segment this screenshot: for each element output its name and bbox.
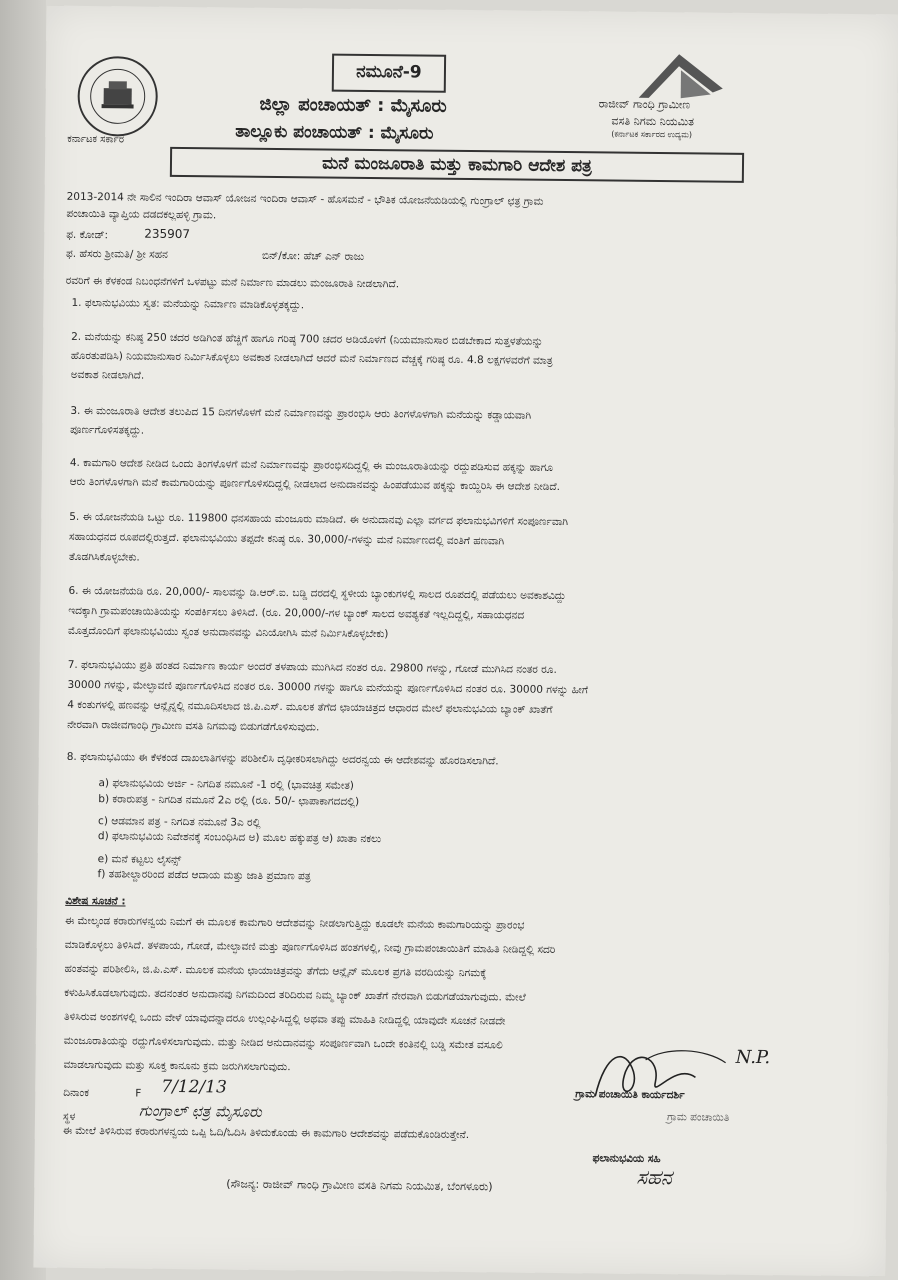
form-number: ನಮೂನೆ-9 <box>332 54 446 93</box>
condition-7-line: 4 ಕಂತುಗಳಲ್ಲಿ ಹಣವನ್ನು ಆನ್ಲೈನ್ನಲ್ಲಿ ನಮೂದಿಸಲಾದ ಜಿ.ಪಿ.ಎಸ್. ಮೂಲಕ ತೆಗೆದ ಛಾಯಾಚಿತ್ರದ ಆಧಾರದ ಮೇಲೆ ಫಲಾನುಭವಿಯ ಬ್ಯಾಂಕ್ ಖಾತೆಗೆ <box>67 698 553 716</box>
intro-line-2: ಪಂಚಾಯಿತಿ ವ್ಯಾಪ್ತಿಯ ದಡದಕಲ್ಲಹಳ್ಳಿ ಗ್ರಾಮ. <box>66 207 217 222</box>
sanction-statement: ರವರಿಗೆ ಈ ಕೆಳಕಂಡ ನಿಬಂಧನೆಗಳಿಗೆ ಒಳಪಟ್ಟು ಮನೆ ನಿರ್ಮಾಣ ಮಾಡಲು ಮಂಜೂರಾತಿ ನೀಡಲಾಗಿದೆ. <box>65 274 400 291</box>
special-note-line: ಮಂಜೂರಾತಿಯನ್ನು ರದ್ದುಗೊಳಿಸಲಾಗುವುದು. ಮತ್ತು ನೀಡಿದ ಅನುದಾನವನ್ನು ಸಂಪೂರ್ಣವಾಗಿ ಒಂದೇ ಕಂತಿನಲ್ಲಿ ಬಡ್ಡಿ ಸಮೇತ ವಸೂಲಿ <box>63 1034 503 1052</box>
document-list-item: c) ಆಡಮಾನ ಪತ್ರ - ನಿಗದಿತ ನಮೂನೆ 3ಎ ರಲ್ಲಿ <box>98 815 261 829</box>
place-label: ಸ್ಥಳ <box>62 1110 76 1123</box>
condition-6-line: ಇದಕ್ಕಾಗಿ ಗ್ರಾಮಪಂಚಾಯಿತಿಯನ್ನು ಸಂಪರ್ಕಿಸಲು ತಿಳಿಸಿದೆ. (ರೂ. 20,000/-ಗಳ ಬ್ಯಾಂಕ್ ಸಾಲದ ಅವಶ್ಯಕತೆ ಇಲ್ಲದಿದ್ದಲ್ಲಿ, ಸಹಾಯಧನದ <box>68 604 525 622</box>
corporation-name-line3: (ಕರ್ನಾಟಕ ಸರ್ಕಾರದ ಉದ್ಯಮ) <box>611 129 693 140</box>
condition-5-line: 5. ಈ ಯೋಜನೆಯಡಿ ಒಟ್ಟು ರೂ. 119800 ಧನಸಹಾಯ ಮಂಜೂರು ಮಾಡಿದೆ. ಈ ಅನುದಾನವು ಎಲ್ಲಾ ವರ್ಗದ ಫಲಾನುಭವಿಗಳಿಗೆ ಸಂಪೂರ್ಣವಾಗಿ <box>69 510 569 529</box>
corporation-name-line1: ರಾಜೀವ್ ಗಾಂಧಿ ಗ್ರಾಮೀಣ <box>598 97 691 112</box>
condition-5-line: ತೊಡಗಿಸಿಕೊಳ್ಳಬೇಕು. <box>68 550 140 564</box>
document-list-item: a) ಫಲಾನುಭವಿಯ ಅರ್ಜಿ - ನಿಗದಿತ ನಮೂನೆ -1 ರಲ್ಲಿ (ಭಾವಚಿತ್ರ ಸಮೇತ) <box>98 777 354 792</box>
condition-2-line: 2. ಮನೆಯನ್ನು ಕನಿಷ್ಠ 250 ಚದರ ಅಡಿಗಿಂತ ಹೆಚ್ಚಿಗೆ ಹಾಗೂ ಗರಿಷ್ಠ 700 ಚದರ ಅಡಿಯೊಳಗೆ (ನಿಯಮಾನುಸಾರ ಬಿಡಬೇಕಾದ ಸುತ್ತಳತೆಯನ್ನು <box>71 330 544 348</box>
condition-1: 1. ಫಲಾನುಭವಿಯು ಸ್ವತ: ಮನೆಯನ್ನು ನಿರ್ಮಾಣ ಮಾಡಿಕೊಳ್ಳತಕ್ಕದ್ದು. <box>71 296 305 312</box>
beneficiary-code-label: ಫ. ಕೋಡ್: <box>66 228 109 242</box>
special-note-line: ಮಾಡಿಕೊಳ್ಳಲು ತಿಳಿಸಿದೆ. ತಳಪಾಯ, ಗೋಡೆ, ಮೇಲ್ಛಾವಣಿ ಮತ್ತು ಪೂರ್ಣಗೊಳಿಸಿದ ಹಂತಗಳಲ್ಲಿ, ನೀವು ಗ್ರಾಮಪಂಚಾಯಿತಿಗೆ ಮಾಹಿತಿ ನೀಡಿದ್ದಲ್ಲಿ ಸದರಿ <box>64 938 556 956</box>
condition-3-line: 3. ಈ ಮಂಜೂರಾತಿ ಆದೇಶ ತಲುಪಿದ 15 ದಿನಗಳೊಳಗೆ ಮನೆ ನಿರ್ಮಾಣವನ್ನು ಪ್ರಾರಂಭಿಸಿ ಆರು ತಿಂಗಳೊಳಗಾಗಿ ಮನೆಯನ್ನು ಕಡ್ಡಾಯವಾಗಿ <box>70 404 532 422</box>
date-label: ದಿನಾಂಕ <box>63 1086 90 1100</box>
special-note-line: ಮಾಡಲಾಗುವುದು ಮತ್ತು ಸೂಕ್ತ ಕಾನೂನು ಕ್ರಮ ಜರುಗಿಸಲಾಗುವುದು. <box>63 1058 291 1074</box>
document-title: ಮನೆ ಮಂಜೂರಾತಿ ಮತ್ತು ಕಾಮಗಾರಿ ಆದೇಶ ಪತ್ರ <box>170 147 744 183</box>
condition-7-line: 7. ಫಲಾನುಭವಿಯು ಪ್ರತಿ ಹಂತದ ನಿರ್ಮಾಣ ಕಾರ್ಯ ಅಂದರೆ ತಳಪಾಯ ಮುಗಿಸಿದ ನಂತರ ರೂ. 29800 ಗಳನ್ನು, ಗೋಡೆ ಮುಗಿಸಿದ ನಂತರ ರೂ. <box>67 658 557 676</box>
special-note-line: ಕಳುಹಿಸಿಕೊಡಲಾಗುವುದು. ತದನಂತರ ಅನುದಾನವು ನಿಗಮದಿಂದ ತರಿದಿರುವ ನಿಮ್ಮ ಬ್ಯಾಂಕ್ ಖಾತೆಗೆ ನೇರವಾಗಿ ಬಿಡುಗಡೆಯಾಗುವುದು. ಮೇಲೆ <box>64 986 526 1004</box>
beneficiary-signature-label: ಫಲಾನುಭವಿಯ ಸಹಿ <box>592 1152 661 1166</box>
condition-3-line: ಪೂರ್ಣಗೊಳಿಸತಕ್ಕದ್ದು. <box>70 423 145 437</box>
condition-2-line: ಹೊರತುಪಡಿಸಿ) ನಿಯಮಾನುಸಾರ ನಿರ್ಮಿಸಿಕೊಳ್ಳಲು ಅವಕಾಶ ನೀಡಲಾಗಿದೆ ಆದರೆ ಮನೆ ನಿರ್ಮಾಣದ ವೆಚ್ಚಕ್ಕೆ ಗರಿಷ್ಠ ರೂ. 4.8 ಲಕ್ಷಗಳವರೆಗೆ ಮಾತ್ರ <box>70 349 553 367</box>
handwritten-initials: N.P. <box>735 1046 771 1069</box>
condition-4-line: ಆರು ತಿಂಗಳೊಳಗಾಗಿ ಮನೆ ಕಾಮಗಾರಿಯನ್ನು ಪೂರ್ಣಗೊಳಿಸದಿದ್ದಲ್ಲಿ ನೀಡಲಾದ ಅನುದಾನವನ್ನು ಹಿಂಪಡೆಯುವ ಹಕ್ಕನ್ನು ಕಾಯ್ದಿರಿಸಿ ಈ ಆದೇಶ ನೀಡಿದೆ. <box>69 475 561 493</box>
condition-5-line: ಸಹಾಯಧನದ ರೂಪದಲ್ಲಿರುತ್ತದೆ. ಫಲಾನುಭವಿಯು ತಪ್ಪದೇ ಕನಿಷ್ಠ ರೂ. 30,000/-ಗಳನ್ನು ಮನೆ ನಿರ್ಮಾಣದಲ್ಲಿ ವಂತಿಗೆ ಹಣವಾಗಿ <box>69 530 505 548</box>
handwritten-place: ಗುಂಗ್ರಾಲ್ ಛತ್ರ ಮೈಸೂರು <box>138 1101 262 1121</box>
condition-7-line: ನೇರವಾಗಿ ರಾಜೀವಗಾಂಧಿ ಗ್ರಾಮೀಣ ವಸತಿ ನಿಗಮವು ಬಿಡುಗಡೆಗೊಳಿಸುವುದು. <box>67 718 320 734</box>
condition-2-line: ಅವಕಾಶ ನೀಡಲಾಗಿದೆ. <box>70 368 145 382</box>
condition-6-line: ಮೊತ್ತದೊಂದಿಗೆ ಫಲಾನುಭವಿಯು ಸ್ವಂತ ಅನುದಾನವನ್ನು ವಿನಿಯೋಗಿಸಿ ಮನೆ ನಿರ್ಮಿಸಿಕೊಳ್ಳಬೇಕು) <box>68 624 389 641</box>
handwritten-date: 7/12/13 <box>161 1076 227 1098</box>
document-list-item: e) ಮನೆ ಕಟ್ಟಲು ಲೈಸನ್ಸ್ <box>97 853 182 867</box>
condition-7-line: 30000 ಗಳನ್ನು, ಮೇಲ್ಛಾವಣಿ ಪೂರ್ಣಗೊಳಿಸಿದ ನಂತರ ರೂ. 30000 ಗಳನ್ನು ಹಾಗೂ ಮನೆಯನ್ನು ಪೂರ್ಣಗೊಳಿಸಿದ ನಂತರ ರೂ. 30000 ಗಳನ್ನು ಹೀಗೆ <box>67 678 589 697</box>
acknowledgement-line: ಈ ಮೇಲೆ ತಿಳಿಸಿರುವ ಕರಾರುಗಳನ್ವಯ ಒಪ್ಪಿ ಓದಿ/ಓದಿಸಿ ತಿಳಿದುಕೊಂಡು ಈ ಕಾಮಗಾರಿ ಆದೇಶವನ್ನು ಪಡೆದುಕೊಂಡಿರುತ್ತೇನೆ. <box>62 1124 470 1142</box>
beneficiary-name: ಫ. ಹೆಸರು ಶ್ರೀಮತಿ/ ಶ್ರೀ ಸಹನ <box>65 247 168 261</box>
beneficiary-father-name: ಬಿನ್/ಕೋ: ಹೆಚ್ ಎನ್ ರಾಜು <box>261 249 365 263</box>
government-caption: ಕರ್ನಾಟಕ ಸರ್ಕಾರ <box>67 133 125 146</box>
document-sheet <box>33 6 898 1277</box>
date-marker: F <box>135 1087 142 1100</box>
courtesy-line: (ಸೌಜನ್ಯ: ರಾಜೀವ್ ಗಾಂಧಿ ಗ್ರಾಮೀಣ ವಸತಿ ನಿಗಮ ನಿಯಮಿತ, ಬೆಂಗಳೂರು) <box>226 1177 493 1194</box>
condition-6-line: 6. ಈ ಯೋಜನೆಯಡಿ ರೂ. 20,000/- ಸಾಲವನ್ನು ಡಿ.ಆರ್.ಐ. ಬಡ್ಡಿ ದರದಲ್ಲಿ ಸ್ಥಳೀಯ ಬ್ಯಾಂಕುಗಳಲ್ಲಿ ಸಾಲದ ರೂಪದಲ್ಲಿ ಪಡೆಯಲು ಅವಕಾಶವಿದ್ದು <box>68 584 566 603</box>
corporation-name-line2: ವಸತಿ ನಿಗಮ ನಿಯಮಿತ <box>611 114 695 129</box>
document-list-item: f) ತಹಶೀಲ್ದಾರರಿಂದ ಪಡೆದ ಆದಾಯ ಮತ್ತು ಜಾತಿ ಪ್ರಮಾಣ ಪತ್ರ <box>97 868 311 883</box>
beneficiary-signature: ಸಹನ <box>636 1164 673 1190</box>
condition-8: 8. ಫಲಾನುಭವಿಯು ಈ ಕೆಳಕಂಡ ದಾಖಲಾತಿಗಳನ್ನು ಪರಿಶೀಲಿಸಿ ದೃಢೀಕರಿಸಲಾಗಿದ್ದು ಅದರನ್ವಯ ಈ ಆದೇಶವನ್ನು ಹೊರಡಿಸಲಾಗಿದೆ. <box>66 750 499 768</box>
zilla-panchayat-heading: ಜಿಲ್ಲಾ ಪಂಚಾಯತ್ : ಮೈಸೂರು <box>259 93 447 117</box>
special-note-heading: ವಿಶೇಷ ಸೂಚನೆ : <box>65 894 126 908</box>
gram-panchayat-stamp: ಗ್ರಾಮ ಪಂಚಾಯಿತಿ <box>666 1111 730 1124</box>
special-note-line: ಹಂತವನ್ನು ಪರಿಶೀಲಿಸಿ, ಜಿ.ಪಿ.ಎಸ್. ಮೂಲಕ ಮನೆಯ ಛಾಯಾಚಿತ್ರವನ್ನು ತೆಗೆದು ಆನ್ಲೈನ್ ಮೂಲಕ ಪ್ರಗತಿ ವರದಿಯನ್ನು ನಿಗಮಕ್ಕೆ <box>64 962 487 980</box>
house-logo-icon <box>619 46 740 103</box>
special-note-line: ಈ ಮೇಲ್ಕಂಡ ಕರಾರುಗಳನ್ವಯ ನಿಮಗೆ ಈ ಮೂಲಕ ಕಾಮಗಾರಿ ಆದೇಶವನ್ನು ನೀಡಲಾಗುತ್ತಿದ್ದು ಕೂಡಲೇ ಮನೆಯ ಕಾಮಗಾರಿಯನ್ನು ಪ್ರಾರಂಭ <box>64 914 525 932</box>
intro-line-1: 2013-2014 ನೇ ಸಾಲಿನ ಇಂದಿರಾ ಆವಾಸ್ ಯೋಜನ ಇಂದಿರಾ ಆವಾಸ್ - ಹೊಸಮನೆ - ಭೌತಿಕ ಯೋಜನೆಯಡಿಯಲ್ಲಿ ಗುಂಗ್ರಾಲ್ ಛತ್ರ ಗ್ರಾಮ <box>66 190 544 208</box>
beneficiary-code-value: 235907 <box>144 226 191 242</box>
condition-4-line: 4. ಕಾಮಗಾರಿ ಆದೇಶ ನೀಡಿದ ಒಂದು ತಿಂಗಳೊಳಗೆ ಮನೆ ನಿರ್ಮಾಣವನ್ನು ಪ್ರಾರಂಭಿಸದಿದ್ದಲ್ಲಿ ಈ ಮಂಜೂರಾತಿಯನ್ನು ರದ್ದುಪಡಿಸುವ ಹಕ್ಕನ್ನು ಹಾಗೂ <box>69 456 554 474</box>
special-note-line: ತಿಳಿಸಿರುವ ಅಂಶಗಳಲ್ಲಿ ಒಂದು ವೇಳೆ ಯಾವುದನ್ನಾದರೂ ಉಲ್ಲಂಘಿಸಿದ್ದಲ್ಲಿ ಅಥವಾ ತಪ್ಪು ಮಾಹಿತಿ ನೀಡಿದ್ದಲ್ಲಿ ಯಾವುದೇ ಸೂಚನೆ ನೀಡದೇ <box>63 1010 506 1028</box>
secretary-designation: ಗ್ರಾಮ ಪಂಚಾಯಿತಿ ಕಾರ್ಯದರ್ಶಿ <box>575 1088 685 1102</box>
document-list-item: b) ಕರಾರುಪತ್ರ - ನಿಗದಿತ ನಮೂನೆ 2ಎ ರಲ್ಲಿ (ರೂ. 50/- ಛಾಪಾಕಾಗದದಲ್ಲಿ) <box>98 793 360 808</box>
taluk-panchayat-heading: ತಾಲ್ಲೂಕು ಪಂಚಾಯತ್ : ಮೈಸೂರು <box>235 121 434 144</box>
document-list-item: d) ಫಲಾನುಭವಿಯ ನಿವೇಶನಕ್ಕೆ ಸಂಬಂಧಿಸಿದ ಅ) ಮೂಲ ಹಕ್ಕುಪತ್ರ ಆ) ಖಾತಾ ನಕಲು <box>97 830 382 846</box>
karnataka-government-seal <box>75 54 160 139</box>
